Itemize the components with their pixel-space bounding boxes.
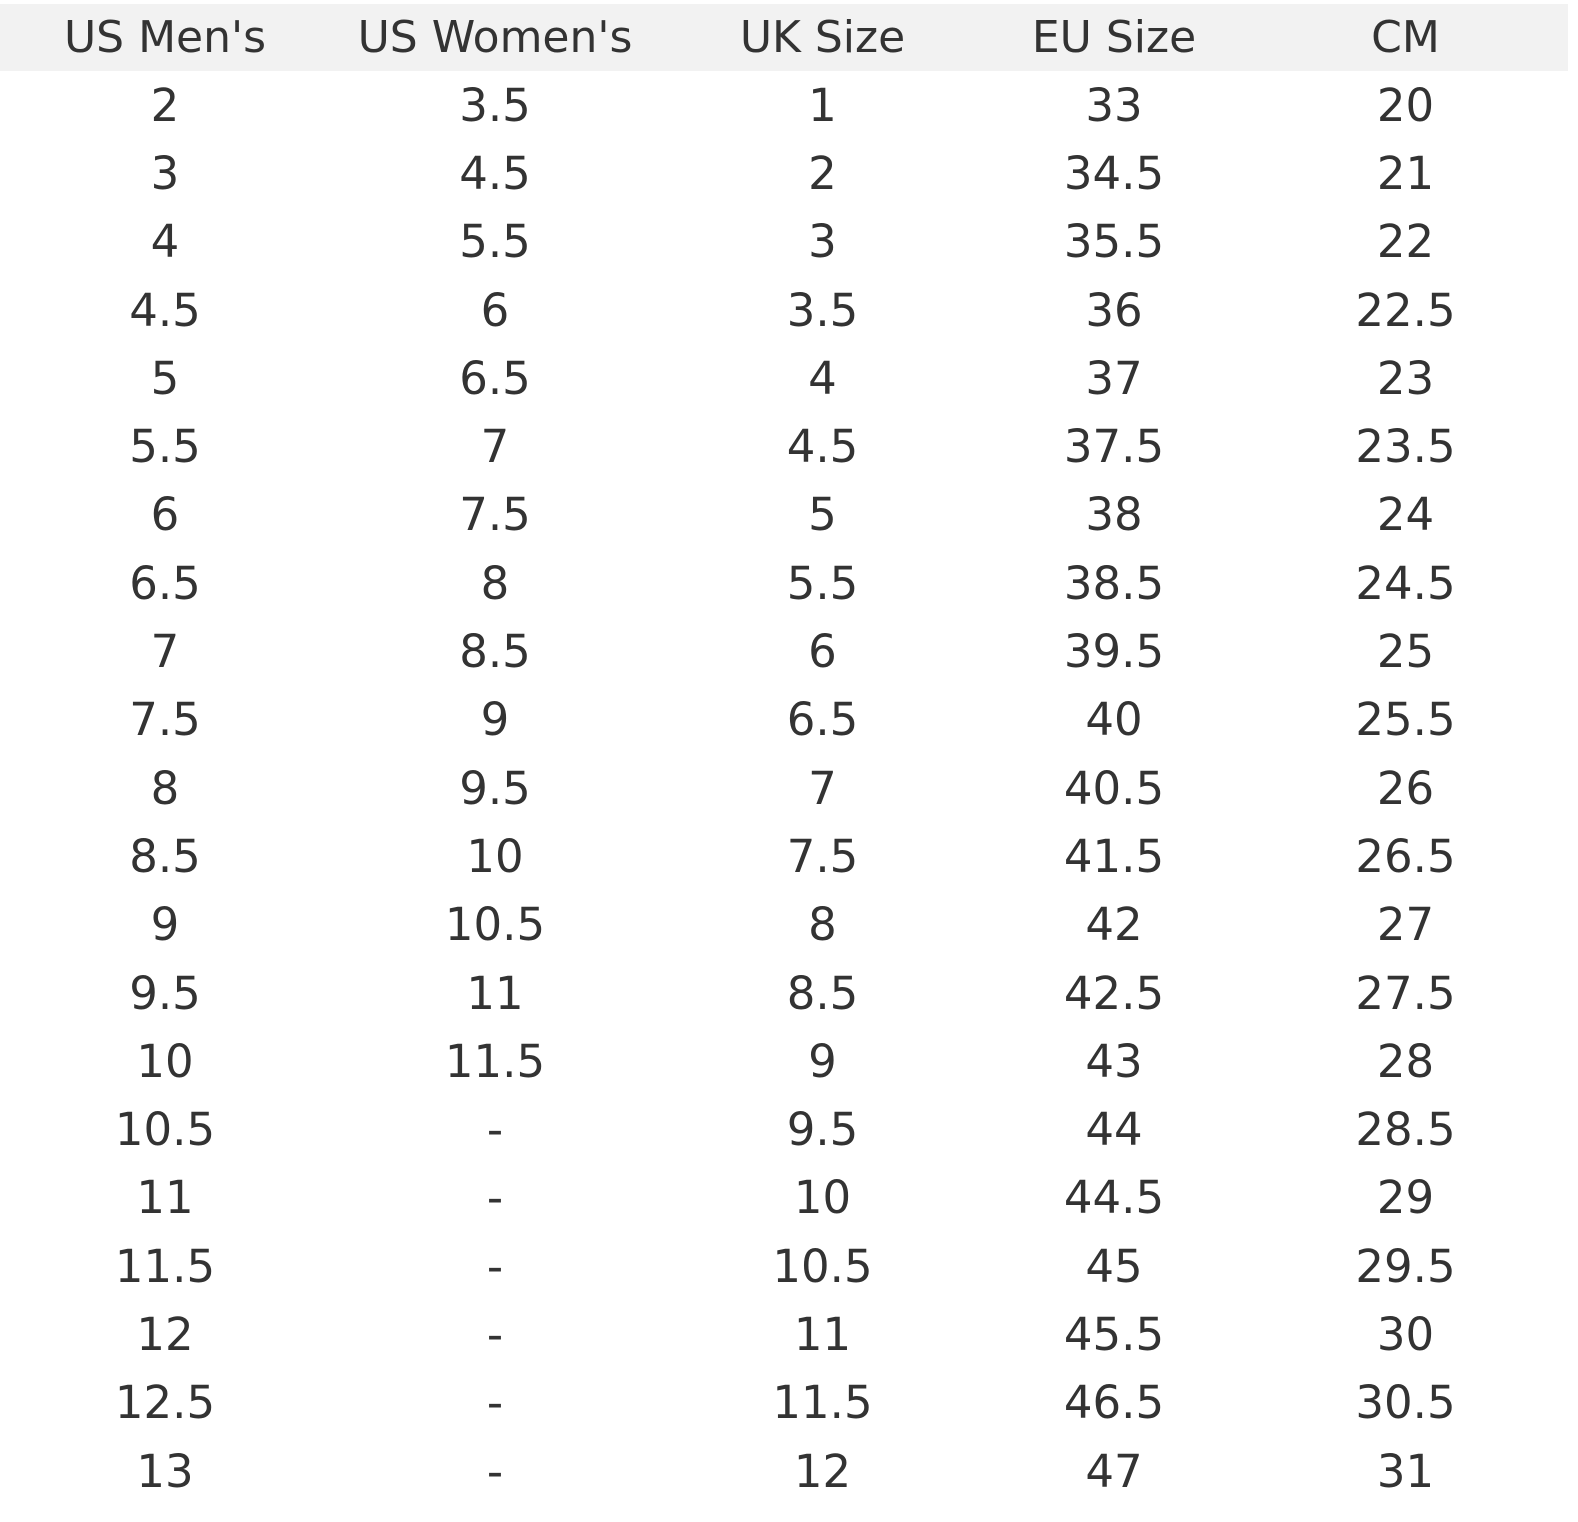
table-row	[0, 208, 1568, 276]
table-row	[0, 481, 1568, 549]
table-row	[0, 549, 1568, 617]
cell-eu-size: 40.5	[1063, 761, 1165, 815]
cell-eu-size: 34.5	[1063, 146, 1165, 200]
cell-us-womens: 6	[480, 283, 510, 337]
column-header-us-womens: US Women's	[357, 12, 633, 63]
cell-us-womens: 8.5	[459, 625, 531, 679]
column-header-eu-size: EU Size	[1031, 12, 1197, 63]
cell-us-womens: 11.5	[444, 1034, 546, 1088]
cell-us-womens: -	[486, 1239, 504, 1293]
cell-cm: 30	[1376, 1307, 1435, 1361]
table-row	[0, 891, 1568, 959]
cell-us-womens: 3.5	[459, 78, 531, 132]
cell-uk-size: 8	[808, 898, 837, 952]
cell-cm: 23	[1376, 351, 1435, 405]
cell-uk-size: 9	[808, 1034, 837, 1088]
cell-uk-size: 10	[793, 1171, 852, 1225]
column-header-uk-size: UK Size	[739, 12, 906, 63]
cell-us-womens: -	[486, 1103, 504, 1157]
cell-us-womens: 11	[466, 966, 524, 1020]
table-row	[0, 276, 1568, 344]
cell-uk-size: 2	[808, 146, 837, 200]
cell-cm: 28	[1376, 1034, 1435, 1088]
cell-cm: 31	[1376, 1444, 1435, 1498]
table-row	[0, 1437, 1568, 1505]
cell-uk-size: 12	[793, 1444, 852, 1498]
cell-cm: 24	[1376, 488, 1435, 542]
cell-cm: 27.5	[1355, 966, 1456, 1020]
cell-cm: 25	[1376, 625, 1435, 679]
cell-cm: 29	[1376, 1171, 1435, 1225]
cell-us-mens: 10.5	[114, 1103, 216, 1157]
table-row	[0, 959, 1568, 1027]
table-row	[0, 754, 1568, 822]
table-row	[0, 139, 1568, 207]
cell-us-mens: 13	[136, 1444, 194, 1498]
cell-cm: 21	[1376, 146, 1435, 200]
cell-us-mens: 12.5	[114, 1376, 216, 1430]
cell-us-mens: 6.5	[129, 556, 201, 610]
cell-uk-size: 5	[808, 488, 837, 542]
cell-eu-size: 38.5	[1063, 556, 1165, 610]
cell-us-womens: -	[486, 1307, 504, 1361]
cell-us-womens: 10	[466, 829, 524, 883]
cell-us-womens: 8	[480, 556, 510, 610]
cell-us-mens: 10	[136, 1034, 194, 1088]
cell-us-womens: 6.5	[459, 351, 531, 405]
cell-eu-size: 47	[1085, 1444, 1143, 1498]
cell-uk-size: 6.5	[786, 693, 859, 747]
cell-us-womens: 10.5	[444, 898, 546, 952]
cell-uk-size: 5.5	[786, 556, 859, 610]
cell-us-womens: 9.5	[459, 761, 531, 815]
cell-cm: 20	[1376, 78, 1435, 132]
cell-us-womens: 7.5	[459, 488, 531, 542]
cell-us-mens: 9.5	[129, 966, 201, 1020]
cell-us-womens: -	[486, 1376, 504, 1430]
table-row	[0, 71, 1568, 139]
cell-us-womens: 7	[480, 420, 510, 474]
cell-uk-size: 3	[808, 215, 837, 269]
cell-cm: 27	[1376, 898, 1435, 952]
cell-eu-size: 41.5	[1063, 829, 1165, 883]
cell-eu-size: 43	[1085, 1034, 1143, 1088]
table-header	[0, 4, 1568, 71]
cell-eu-size: 38	[1085, 488, 1143, 542]
cell-cm: 28.5	[1355, 1103, 1456, 1157]
cell-us-womens: 4.5	[459, 146, 531, 200]
cell-us-womens: -	[486, 1171, 504, 1225]
cell-us-mens: 5.5	[129, 420, 201, 474]
cell-cm: 22	[1376, 215, 1435, 269]
cell-uk-size: 6	[808, 625, 837, 679]
cell-us-mens: 9	[150, 898, 180, 952]
cell-eu-size: 46.5	[1063, 1376, 1165, 1430]
cell-uk-size: 7.5	[786, 829, 859, 883]
cell-eu-size: 36	[1085, 283, 1143, 337]
header-row	[0, 4, 1568, 71]
table-row	[0, 617, 1568, 685]
cell-cm: 25.5	[1355, 693, 1456, 747]
cell-us-mens: 6	[150, 488, 180, 542]
column-header-us-mens: US Men's	[63, 12, 267, 63]
cell-cm: 23.5	[1355, 420, 1456, 474]
cell-uk-size: 4.5	[786, 420, 859, 474]
cell-eu-size: 44.5	[1063, 1171, 1165, 1225]
cell-uk-size: 9.5	[786, 1103, 859, 1157]
table-row	[0, 822, 1568, 890]
cell-cm: 26	[1376, 761, 1435, 815]
cell-cm: 30.5	[1355, 1376, 1456, 1430]
cell-eu-size: 44	[1085, 1103, 1143, 1157]
table-row	[0, 1027, 1568, 1095]
cell-uk-size: 8.5	[786, 966, 859, 1020]
cell-cm: 22.5	[1355, 283, 1456, 337]
cell-uk-size: 1	[808, 78, 837, 132]
cell-eu-size: 40	[1085, 693, 1143, 747]
cell-us-mens: 7.5	[129, 693, 201, 747]
cell-uk-size: 11.5	[772, 1376, 873, 1430]
cell-us-mens: 2	[150, 78, 180, 132]
cell-uk-size: 4	[808, 351, 837, 405]
table-row	[0, 1369, 1568, 1437]
cell-cm: 29.5	[1355, 1239, 1456, 1293]
cell-us-womens: -	[486, 1444, 504, 1498]
cell-eu-size: 39.5	[1063, 625, 1165, 679]
cell-us-mens: 4.5	[129, 283, 201, 337]
cell-eu-size: 42.5	[1063, 966, 1165, 1020]
cell-us-mens: 11	[136, 1171, 194, 1225]
cell-uk-size: 7	[808, 761, 837, 815]
cell-eu-size: 45.5	[1063, 1307, 1165, 1361]
table-row	[0, 1095, 1568, 1163]
table-row	[0, 1300, 1568, 1368]
cell-eu-size: 42	[1085, 898, 1143, 952]
table-row	[0, 686, 1568, 754]
table-row	[0, 1232, 1568, 1300]
cell-uk-size: 3.5	[786, 283, 859, 337]
cell-cm: 24.5	[1355, 556, 1456, 610]
cell-us-mens: 3	[150, 146, 180, 200]
table-row	[0, 344, 1568, 412]
cell-us-mens: 8	[150, 761, 180, 815]
cell-eu-size: 37.5	[1063, 420, 1165, 474]
cell-eu-size: 45	[1085, 1239, 1143, 1293]
cell-us-mens: 12	[136, 1307, 194, 1361]
cell-eu-size: 37	[1085, 351, 1143, 405]
cell-eu-size: 33	[1085, 78, 1143, 132]
cell-eu-size: 35.5	[1063, 215, 1165, 269]
cell-us-mens: 11.5	[114, 1239, 216, 1293]
cell-us-womens: 5.5	[459, 215, 531, 269]
shoe-size-chart-table	[0, 4, 1568, 1505]
cell-uk-size: 10.5	[772, 1239, 873, 1293]
cell-us-womens: 9	[480, 693, 510, 747]
table-row	[0, 1164, 1568, 1232]
cell-us-mens: 7	[150, 625, 180, 679]
table-body	[0, 71, 1568, 1505]
cell-us-mens: 8.5	[129, 829, 201, 883]
table-row	[0, 412, 1568, 480]
cell-uk-size: 11	[793, 1307, 852, 1361]
cell-us-mens: 5	[150, 351, 180, 405]
cell-cm: 26.5	[1355, 829, 1456, 883]
cell-us-mens: 4	[150, 215, 180, 269]
column-header-cm: CM	[1371, 12, 1440, 63]
